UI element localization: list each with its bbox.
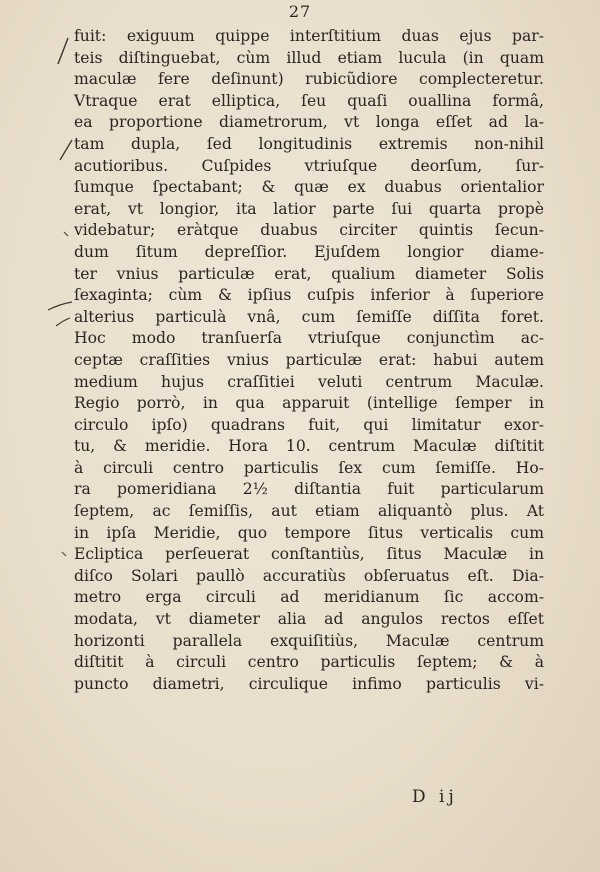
page-footer [0,787,600,809]
text-line: Regio porrò, in qua apparuit (intellige ſemper in [74,394,544,413]
text-line: diſco Solari paullò accuratiùs obſeruatus eſt. Dia- [74,566,544,585]
text-line: ra pomeridiana 2½ diſtantia fuit particularum [74,480,544,499]
text-line: puncto diametri, circulique infimo particulis vi- [74,674,544,693]
text-line: tam dupla, ſed longitudinis extremis non-nihil [74,134,544,153]
text-line: metro erga circuli ad meridianum ſic accom- [74,588,544,607]
text-line: dum ſitum depreſſior. Ejuſdem longior diame- [74,242,544,261]
text-line: alterius particulà vnâ, cum ſemiſſe diſſita foret. [74,307,544,326]
margin-tick-mark [62,552,66,556]
text-line: ter vnius particulæ erat, qualium diameter Solis [74,264,544,283]
text-line: teis diſtinguebat, cùm illud etiam lucula (in quam [74,48,544,67]
text-line: ſeptem, ac ſemiſſis, aut etiam aliquantò plus. At [74,502,544,521]
text-line: ea proportione diametrorum, vt longa eſſet ad la- [74,113,544,132]
text-line: diſtitit à circuli centro particulis ſeptem; & à [74,653,544,672]
text-line: ſexaginta; cùm & ipſius cuſpis inferior à ſuperiore [74,286,544,305]
margin-slash-mark [58,38,68,64]
text-line: maculæ fere deſinunt) rubicũdiore complecteretur. [74,70,544,89]
text-line: erat, vt longior, ita latior parte ſui quarta propè [74,199,544,218]
text-line: Vtraque erat elliptica, ſeu quaſi ouallina formâ, [74,91,544,110]
margin-pen-stroke [56,318,70,326]
text-line: medium hujus craſſitiei veluti centrum Maculæ. [74,372,544,391]
text-line: fuit: exiguum quippe interſtitium duas ejus par- [74,27,544,45]
text-line: modata, vt diameter alia ad angulos rectos eſſet [74,610,544,629]
text-line: horizonti parallela exquiſitiùs, Maculæ centrum [74,631,544,650]
text-line: Ecliptica perſeuerat conſtantiùs, ſitus Maculæ in [74,545,544,564]
page-number: 27 [288,2,312,21]
text-line: videbatur; eràtque duabus circiter quintis ſecun- [74,221,544,240]
body-text [74,26,544,695]
text-line: à circuli centro particulis ſex cum ſemiſſe. Ho- [74,458,544,477]
text-line: acutioribus. Cuſpides vtriuſque deorſum, ſur- [74,156,544,175]
text-line: ſumque ſpectabant; & quæ ex duabus orientalior [74,178,544,197]
text-line: in ipſa Meridie, quo tempore ſitus verticalis cum [74,523,544,542]
margin-tick-mark [64,232,68,236]
margin-slash-mark [60,140,72,160]
text-line: ceptæ craſſities vnius particulæ erat: habui autem [74,350,544,369]
text-line: Hoc modo tranſuerſa vtriuſque conjunctìm ac- [74,329,544,348]
text-line: circulo ipſo) quadrans fuit, qui limitatur exor- [74,415,544,434]
text-line: tu, & meridie. Hora 10. centrum Maculæ diſtitit [74,437,544,456]
margin-pen-stroke [48,302,72,310]
signature-mark: D ij [412,787,458,807]
